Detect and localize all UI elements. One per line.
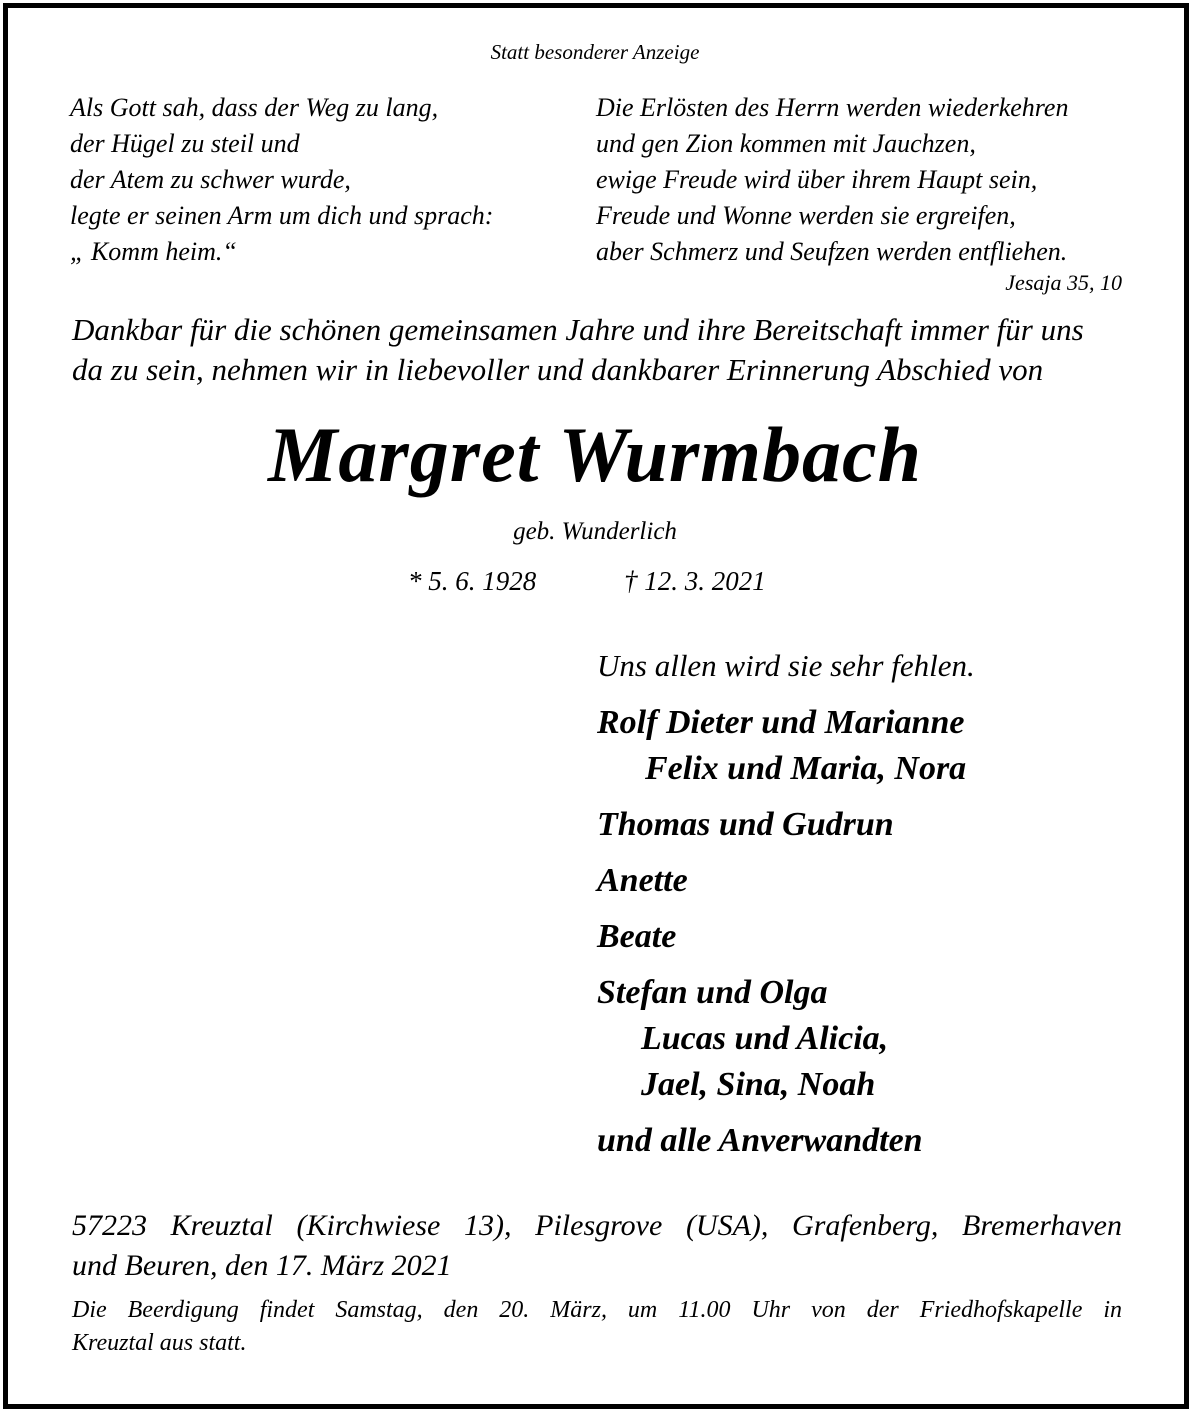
signer-sub: Felix und Maria, Nora <box>645 750 967 787</box>
poem-right-line: Die Erlösten des Herrn werden wiederkehren <box>596 93 1069 122</box>
funeral-line: Kreuztal aus statt. <box>72 1330 247 1356</box>
signer-group <box>597 914 966 960</box>
maiden-name: geb. Wunderlich <box>513 518 677 545</box>
poem-right-line: ewige Freude wird über ihrem Haupt sein, <box>596 165 1038 194</box>
deceased-name: Margret Wurmbach <box>268 411 922 498</box>
poem-right-line: aber Schmerz und Seufzen werden entfliehen. <box>596 237 1068 266</box>
signer-sub: Lucas und Alicia, <box>641 1020 889 1057</box>
birth-date: * 5. 6. 1928 <box>408 566 537 596</box>
death-date: † 12. 3. 2021 <box>624 566 766 596</box>
signers-list <box>597 700 966 1174</box>
signer-main: Beate <box>597 918 677 955</box>
signer-group <box>597 858 966 904</box>
funeral-info <box>72 1294 1122 1360</box>
poem-left-line: legte er seinen Arm um dich und sprach: <box>70 201 494 230</box>
poem-left-line: der Hügel zu steil und <box>70 129 300 158</box>
poem-left-line: der Atem zu schwer wurde, <box>70 165 351 194</box>
poem-left-line: „ Komm heim.“ <box>70 237 237 266</box>
signer-main: Thomas und Gudrun <box>597 806 894 843</box>
poem-left <box>70 90 493 270</box>
signer-group <box>597 970 966 1108</box>
intro-line: da zu sein, nehmen wir in liebevoller und dankbarer Erinnerung Abschied von <box>72 352 1044 387</box>
funeral-line: Die Beerdigung findet Samstag, den 20. März, um 11.00 Uhr von der Friedhofskapelle in <box>72 1297 1122 1323</box>
poem-right-line: Freude und Wonne werden sie ergreifen, <box>596 201 1016 230</box>
signer-group <box>597 700 966 792</box>
signer-main: Anette <box>597 862 688 899</box>
place-line: und Beuren, den 17. März 2021 <box>72 1249 452 1282</box>
signer-main: und alle Anverwandten <box>597 1122 923 1159</box>
signer-group <box>597 802 966 848</box>
intro-text <box>72 310 1122 390</box>
poem-right <box>596 90 1068 270</box>
signer-main: Stefan und Olga <box>597 974 828 1011</box>
signer-main: Rolf Dieter und Marianne <box>597 704 965 741</box>
poem-left-line: Als Gott sah, dass der Weg zu lang, <box>70 93 439 122</box>
intro-line: Dankbar für die schönen gemeinsamen Jahre und ihre Bereitschaft immer für uns <box>72 312 1084 347</box>
signer-group <box>597 1118 966 1164</box>
poem-right-line: und gen Zion kommen mit Jauchzen, <box>596 129 976 158</box>
verse-reference: Jesaja 35, 10 <box>1005 270 1122 295</box>
place-and-date <box>72 1206 1122 1286</box>
miss-line: Uns allen wird sie sehr fehlen. <box>597 648 975 683</box>
place-line: 57223 Kreuztal (Kirchwiese 13), Pilesgrove (USA), Grafenberg, Bremerhaven <box>72 1209 1122 1242</box>
notice-header: Statt besonderer Anzeige <box>490 40 700 64</box>
signer-sub: Jael, Sina, Noah <box>641 1066 876 1103</box>
